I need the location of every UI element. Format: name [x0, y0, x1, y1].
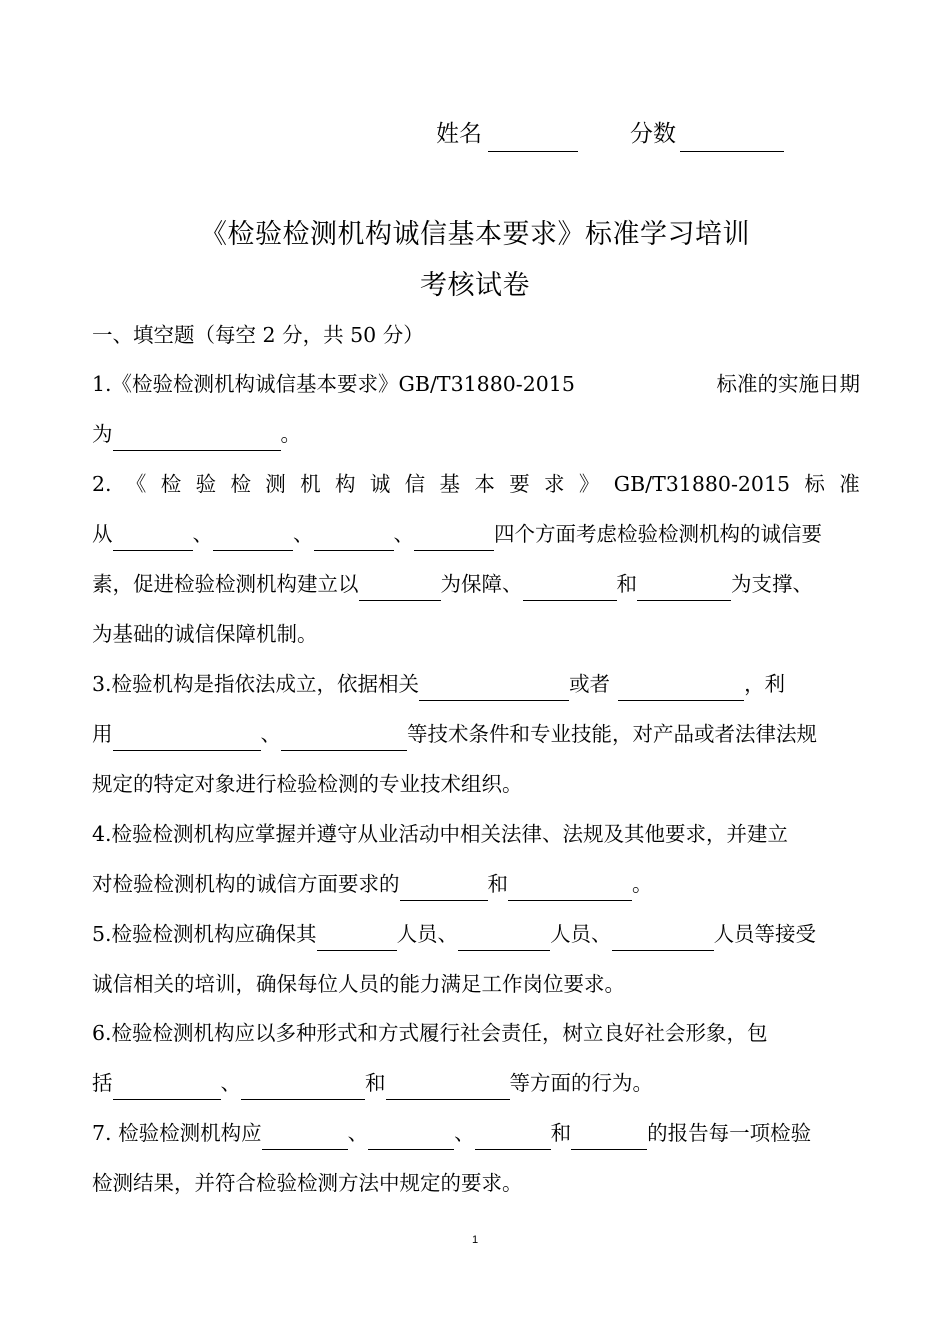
q2-prefix: 从 — [92, 522, 113, 546]
q2-char: 求 — [544, 472, 565, 496]
answer-blank[interactable] — [400, 876, 488, 901]
q6-text: 括 — [92, 1071, 113, 1095]
q3-text: 或者 — [569, 672, 611, 696]
page-number: 1 — [471, 1234, 479, 1246]
name-label: 姓名 — [436, 121, 482, 147]
question-7-line-2: 检测结果，并符合检验检测方法中规定的要求。 — [92, 1171, 523, 1195]
exam-subtitle: 考核试卷 — [420, 270, 530, 301]
question-2-line-2 — [92, 517, 860, 551]
q2-char: 》 — [578, 472, 600, 496]
answer-blank[interactable] — [475, 1125, 551, 1150]
question-6-line-1: 6.检验检测机构应以多种形式和方式履行社会责任，树立良好社会形象，包 — [92, 1021, 768, 1045]
q4-text: 和 — [487, 872, 508, 896]
question-6-line-2 — [92, 1066, 860, 1100]
q2-char: 2. — [92, 472, 112, 496]
q2-char: 检 — [160, 472, 182, 496]
q3-text: 3.检验机构是指依法成立，依据相关 — [92, 672, 420, 696]
q7-text: 、 — [347, 1121, 369, 1145]
question-1-line-1 — [92, 367, 860, 401]
answer-blank[interactable] — [113, 526, 193, 551]
answer-blank[interactable] — [368, 1125, 454, 1150]
q2-text: 为支撑、 — [731, 572, 813, 596]
exam-title: 《检验检测机构诚信基本要求》标准学习培训 — [200, 219, 750, 250]
q2-char: 测 — [265, 472, 286, 496]
q4-text: 。 — [632, 872, 653, 896]
answer-blank[interactable] — [281, 726, 407, 751]
q3-text: ，利 — [744, 672, 786, 696]
q7-text: 、 — [454, 1121, 475, 1145]
q6-text: 等方面的行为。 — [509, 1071, 653, 1095]
q2-char: 诚 — [369, 472, 391, 496]
q2-char: 基 — [439, 472, 460, 496]
section-heading: 一、填空题（每空 2 分，共 50 分） — [92, 323, 424, 347]
answer-blank[interactable] — [262, 1125, 348, 1150]
answer-blank[interactable] — [241, 1075, 365, 1100]
question-4-line-1: 4.检验检测机构应掌握并遵守从业活动中相关法律、法规及其他要求，并建立 — [92, 822, 789, 846]
question-5-line-1 — [92, 917, 860, 951]
q5-text: 人员等接受 — [713, 922, 817, 946]
q6-text: 和 — [365, 1071, 386, 1095]
q2-char: 检 — [230, 472, 251, 496]
q6-text: 、 — [220, 1071, 241, 1095]
q4-text: 对检验检测机构的诚信方面要求的 — [92, 872, 400, 896]
q5-text: 人员、 — [396, 922, 459, 946]
q7-text: 7. 检验检测机构应 — [92, 1121, 262, 1145]
answer-blank[interactable] — [213, 526, 293, 551]
question-3-line-2 — [92, 717, 860, 751]
q2-char: 构 — [334, 472, 356, 496]
score-label: 分数 — [630, 121, 676, 147]
q3-text: 用 — [92, 722, 113, 746]
q5-text: 人员、 — [550, 922, 612, 946]
q7-text: 和 — [550, 1121, 572, 1145]
q3-text: 、 — [260, 722, 281, 746]
q2-char: 《 — [125, 472, 147, 496]
score-blank[interactable] — [680, 151, 784, 152]
q7-text: 的报告每一项检验 — [647, 1121, 812, 1145]
q5-text: 5.检验检测机构应确保其 — [92, 922, 317, 946]
q2-char: 要 — [509, 472, 530, 496]
answer-blank[interactable] — [113, 426, 281, 451]
question-3-line-1 — [92, 667, 860, 701]
question-7-line-1 — [92, 1116, 860, 1150]
q2-text: 和 — [616, 572, 637, 596]
question-4-line-2 — [92, 867, 860, 901]
question-2-line-1 — [92, 467, 860, 501]
answer-blank[interactable] — [523, 576, 617, 601]
q1-text-a: 1.《检验检测机构诚信基本要求》GB/T31880-2015 — [92, 372, 575, 396]
separator: 、 — [393, 522, 414, 546]
answer-blank[interactable] — [571, 1125, 647, 1150]
q1-prefix: 为 — [92, 422, 113, 446]
answer-blank[interactable] — [508, 876, 632, 901]
q2-text: 为保障、 — [440, 572, 523, 596]
answer-blank[interactable] — [317, 926, 397, 951]
q1-suffix: 。 — [280, 422, 301, 446]
separator: 、 — [192, 522, 213, 546]
answer-blank[interactable] — [386, 1075, 510, 1100]
answer-blank[interactable] — [414, 526, 494, 551]
answer-blank[interactable] — [419, 676, 569, 701]
q1-text-b: 标准的实施日期 — [716, 372, 860, 396]
q2-char: 验 — [195, 472, 217, 496]
question-5-line-2: 诚信相关的培训，确保每位人员的能力满足工作岗位要求。 — [92, 972, 625, 996]
q2-char: 标 — [804, 472, 825, 496]
q2-char: 机 — [300, 472, 321, 496]
q2-char: 本 — [474, 472, 495, 496]
answer-blank[interactable] — [113, 1075, 221, 1100]
answer-blank[interactable] — [458, 926, 550, 951]
q3-text: 等技术条件和专业技能，对产品或者法律法规 — [407, 722, 817, 746]
question-2-line-3 — [92, 567, 860, 601]
separator: 、 — [293, 522, 314, 546]
question-1-line-2 — [92, 417, 860, 451]
q2-text: 素，促进检验检测机构建立以 — [92, 572, 359, 596]
answer-blank[interactable] — [618, 676, 744, 701]
answer-blank[interactable] — [359, 576, 441, 601]
answer-blank[interactable] — [113, 726, 261, 751]
answer-blank[interactable] — [612, 926, 714, 951]
q2-char: 信 — [404, 472, 426, 496]
question-3-line-3: 规定的特定对象进行检验检测的专业技术组织。 — [92, 772, 523, 796]
question-2-line-4: 为基础的诚信保障机制。 — [92, 622, 318, 646]
answer-blank[interactable] — [314, 526, 394, 551]
q2-char: 准 — [839, 472, 860, 496]
q2-text: 四个方面考虑检验检测机构的诚信要 — [494, 522, 822, 546]
answer-blank[interactable] — [637, 576, 731, 601]
q2-standard-code: GB/T31880-2015 — [613, 472, 791, 496]
name-blank[interactable] — [488, 151, 578, 152]
